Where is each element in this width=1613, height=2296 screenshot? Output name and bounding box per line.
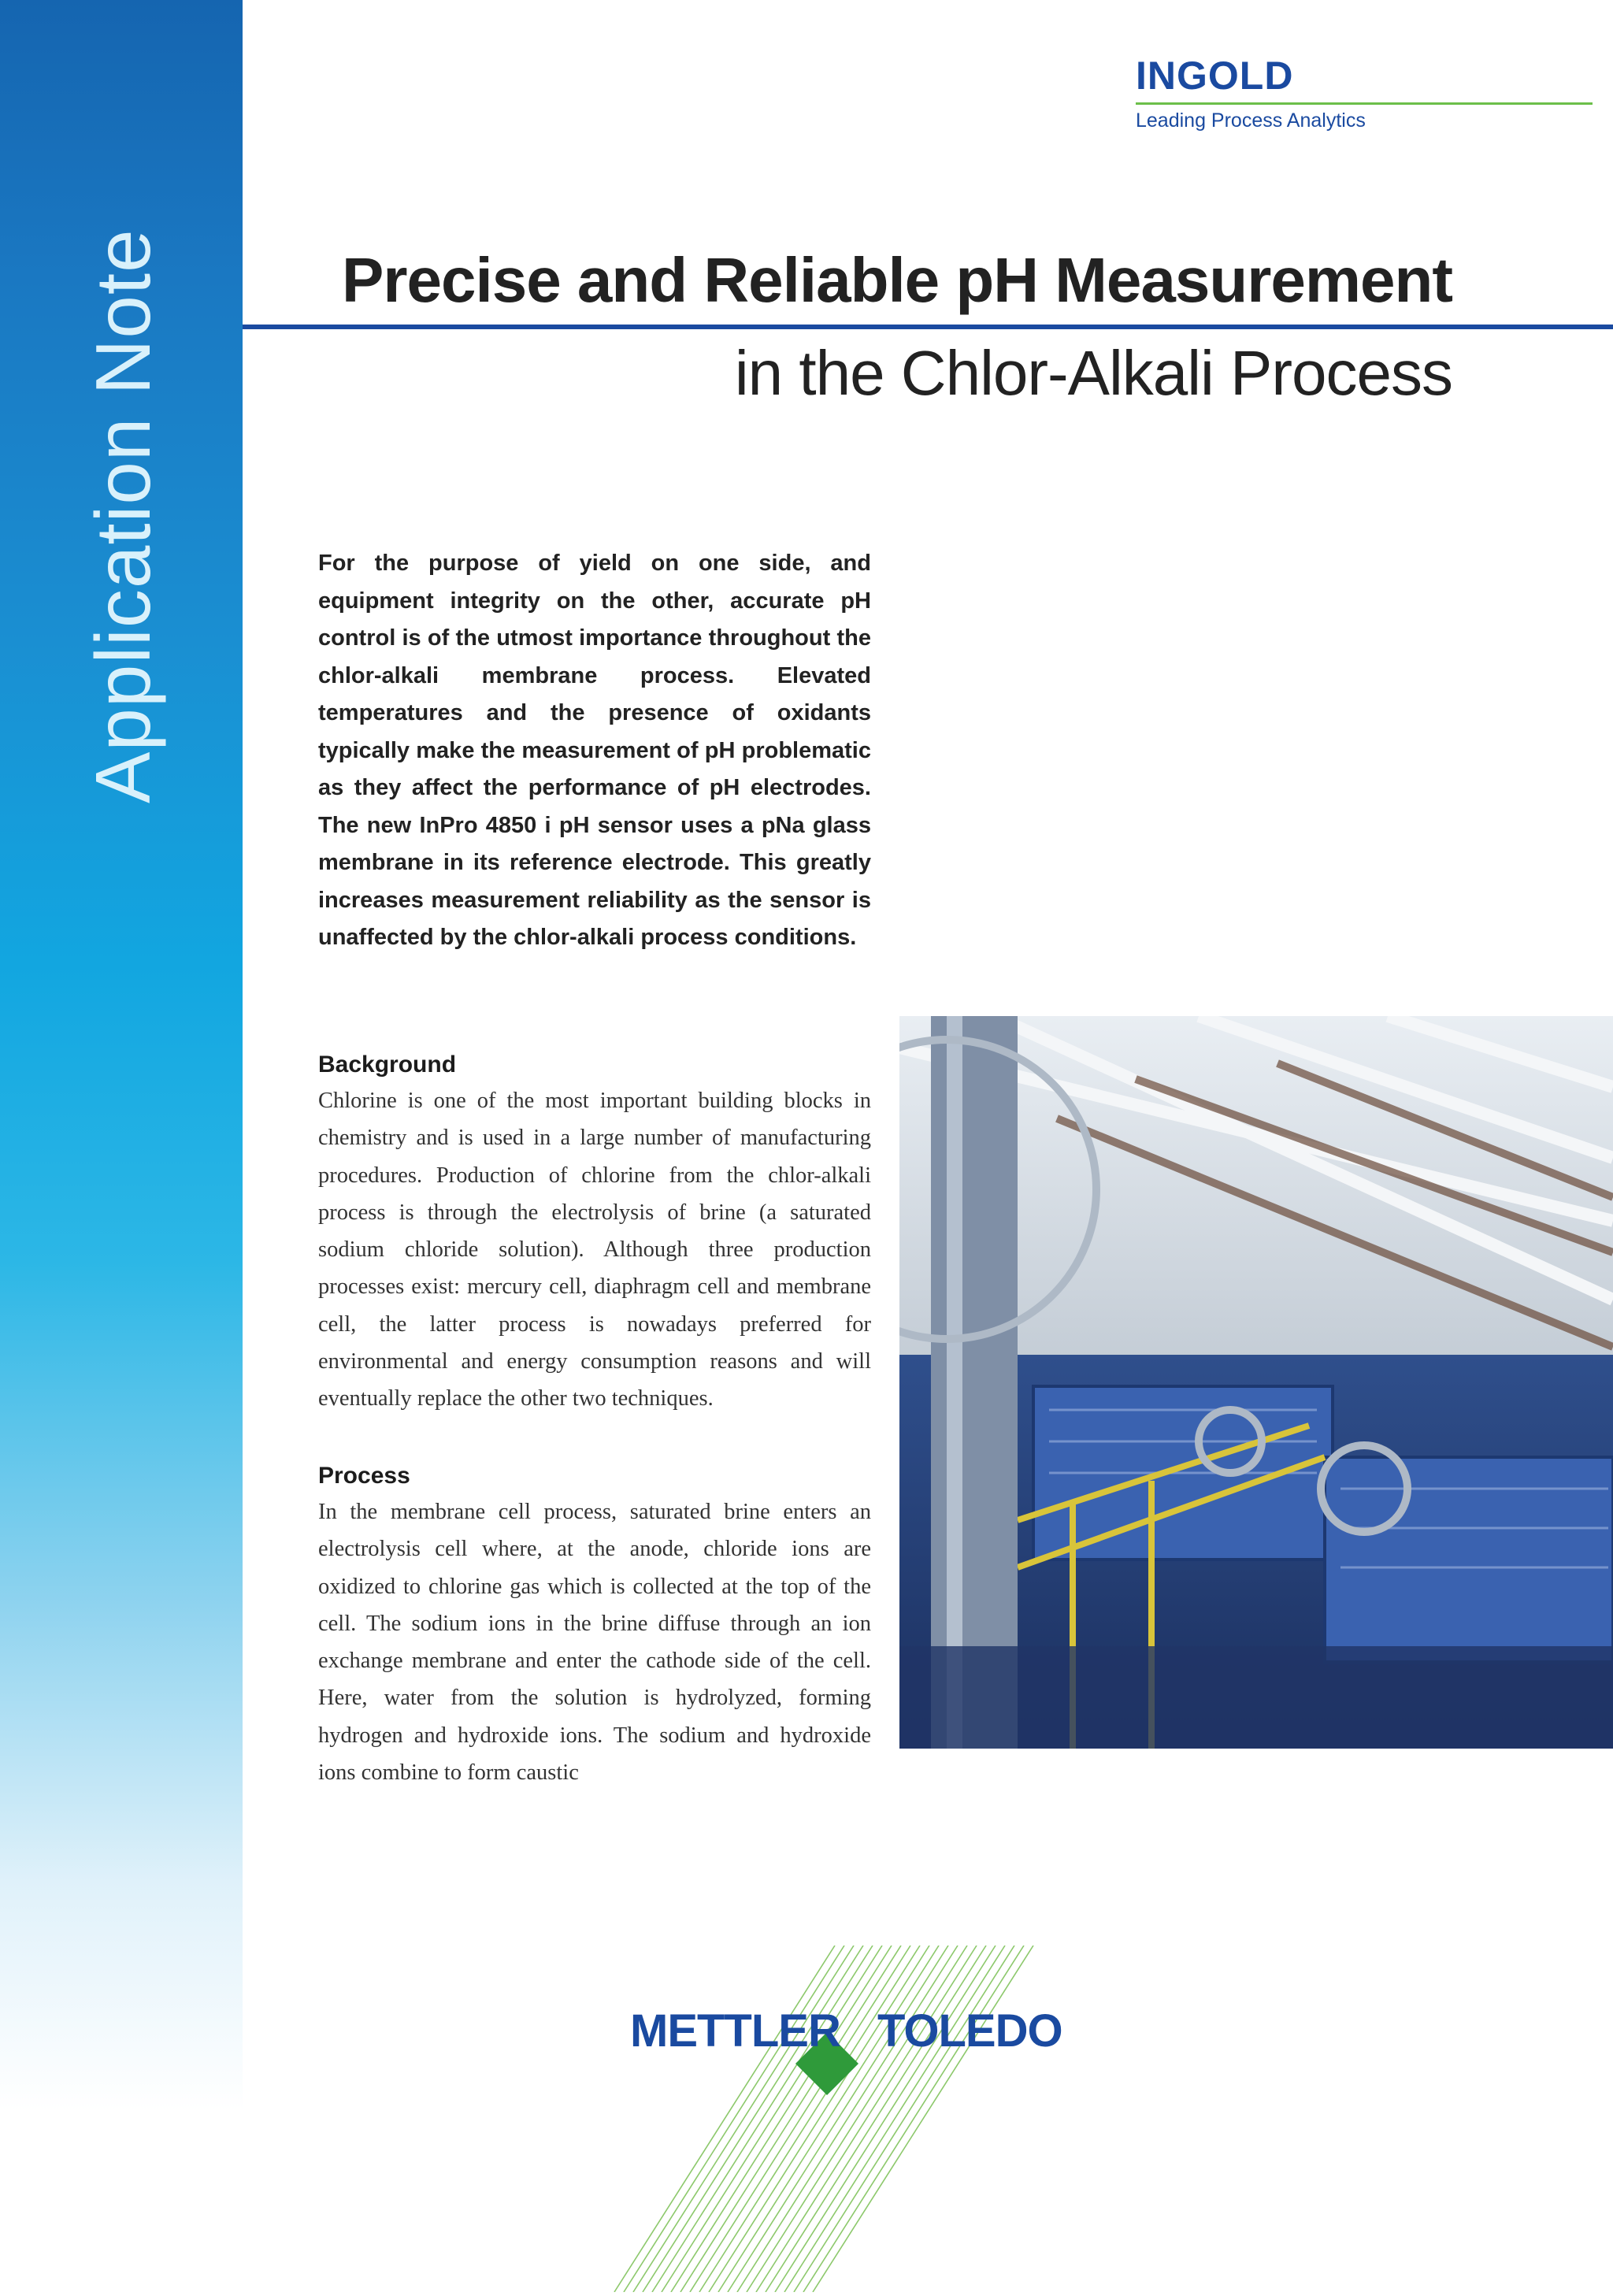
brand-header — [1136, 52, 1593, 132]
brand-tagline: Leading Process Analytics — [1136, 109, 1366, 132]
page-title: Precise and Reliable pH Measurement — [342, 245, 1452, 315]
section-body: In the membrane cell process, saturated brine enters an electrolysis cell where, at the anode, chloride ions are oxidized to chlorine gas which is collected at the top of the cell. The sodium ions in the brine diffuse through an ion exchange membrane and enter the cathode side of the cell. Here, water from the solution is hydrolyzed, forming hydrogen and hydroxide ions. The sodium and hydroxide ions combine to form caustic — [318, 1500, 871, 1786]
logo-word-left: METTLER — [630, 2005, 840, 2057]
mettler-toledo-logo — [567, 1945, 1071, 2292]
logo-word-right: TOLEDO — [877, 2005, 1062, 2057]
section-body: Chlorine is one of the most important building blocks in chemistry and is used in a large number of manufacturing procedures. Production of chlorine from the chlor-alkali process is through the electrolysis of brine (a saturated sodium chloride solution). Although three production processes exist: mercury cell, diaphragm cell and membrane cell, the latter process is nowadays preferred for environmental and energy consumption reasons and will eventually replace the other two techniques. — [318, 1089, 871, 1411]
section-heading: Background — [318, 1052, 457, 1078]
section-background — [318, 1048, 871, 1418]
brand-name: INGOLD — [1136, 54, 1294, 98]
page-subtitle: in the Chlor-Alkali Process — [734, 338, 1452, 408]
plant-photo — [899, 1016, 1613, 1749]
title-divider — [243, 325, 1613, 329]
logo-stripes-graphic — [567, 1945, 1071, 2292]
section-heading: Process — [318, 1463, 410, 1489]
section-process — [318, 1459, 871, 1791]
brand-divider — [1136, 102, 1593, 105]
intro-paragraph: For the purpose of yield on one side, and equipment integrity on the other, accurate pH control is of the utmost importance throughout the chlor-alkali membrane process. Elevated temperatures and the presence of oxidants typically make the measurement of pH problematic as they affect the performance of pH electrodes. The new InPro 4850 i pH sensor uses a pNa glass membrane in its reference electrode. This greatly increases measurement reliability as the sensor is unaffected by the chlor-alkali process conditions. — [318, 551, 871, 950]
document-type-label: Application Note — [80, 228, 166, 803]
